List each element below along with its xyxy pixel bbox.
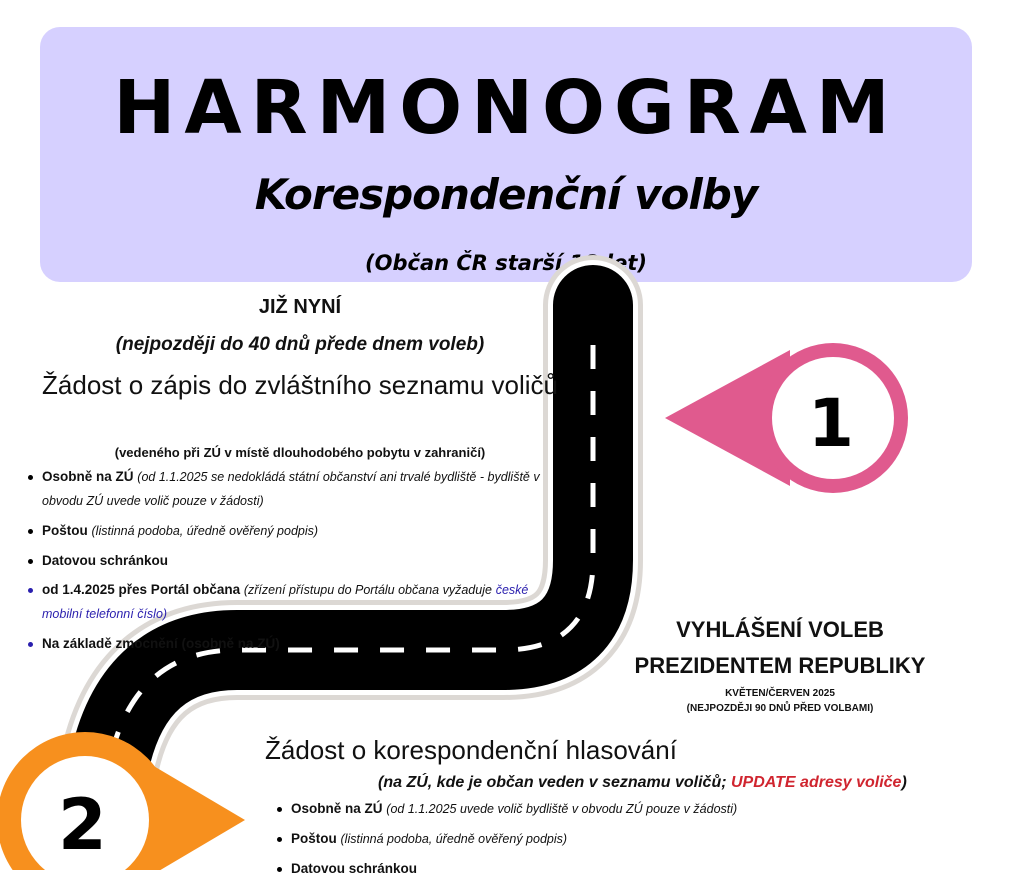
step-2-title: Žádost o korespondenční hlasování: [265, 735, 677, 765]
step-1-options-list: [24, 465, 544, 661]
step-1-note: (vedeného při ZÚ v místě dlouhodobého pobytu v zahraničí): [114, 445, 486, 460]
step-2-number: 2: [58, 784, 107, 866]
step-1-number: 1: [808, 385, 854, 462]
list-item: Osobně na ZÚ (od 1.1.2025 uvede volič bydliště v obvodu ZÚ pouze v žádosti): [273, 797, 873, 821]
mobile-number-link[interactable]: české mobilní telefonní číslo): [42, 583, 529, 621]
page-subtitle: Korespondenční volby: [254, 170, 758, 219]
page-title: HARMONOGRAM: [113, 65, 899, 151]
list-item: Osobně na ZÚ (od 1.1.2025 se nedokládá státní občanství ani trvalé bydliště - bydliště v obvodu ZÚ uvede volič pouze v žádosti): [24, 465, 544, 513]
update-address-text: UPDATE adresy voliče: [731, 774, 902, 791]
marker-2: [0, 732, 245, 870]
step-2-subtitle: (na ZÚ, kde je občan veden v seznamu voličů; UPDATE adresy voliče): [378, 774, 907, 791]
step-1-heading: JIŽ NYNÍ: [258, 296, 342, 318]
list-item: Datovou schránkou: [273, 857, 873, 880]
step-1-title: Žádost o zápis do zvláštního seznamu voličů: [42, 370, 558, 400]
announcement-title: VYHLÁŠENÍ VOLEB PREZIDENTEM REPUBLIKY: [634, 617, 926, 678]
list-item: Datovou schránkou: [24, 549, 544, 572]
step-2-options-list: [273, 797, 873, 886]
list-item: Poštou (listinná podoba, úředně ověřený podpis): [273, 827, 873, 851]
list-item: Poštou (listinná podoba, úředně ověřený podpis): [24, 519, 544, 543]
marker-1: [665, 343, 908, 493]
step-1-deadline: (nejpozději do 40 dnů přede dnem voleb): [115, 334, 485, 355]
audience-note: (Občan ČR starší 18 let): [365, 251, 647, 275]
list-item: od 1.4.2025 přes Portál občana (zřízení přístupu do Portálu občana vyžaduje české mobilní telefonní číslo): [24, 578, 544, 626]
announcement-date: KVĚTEN/ČERVEN 2025 (NEJPOZDĚJI 90 DNŮ PŘED VOLBAMI): [686, 688, 874, 714]
list-item: Na základě zmocnění (osobně na ZÚ): [24, 632, 544, 655]
